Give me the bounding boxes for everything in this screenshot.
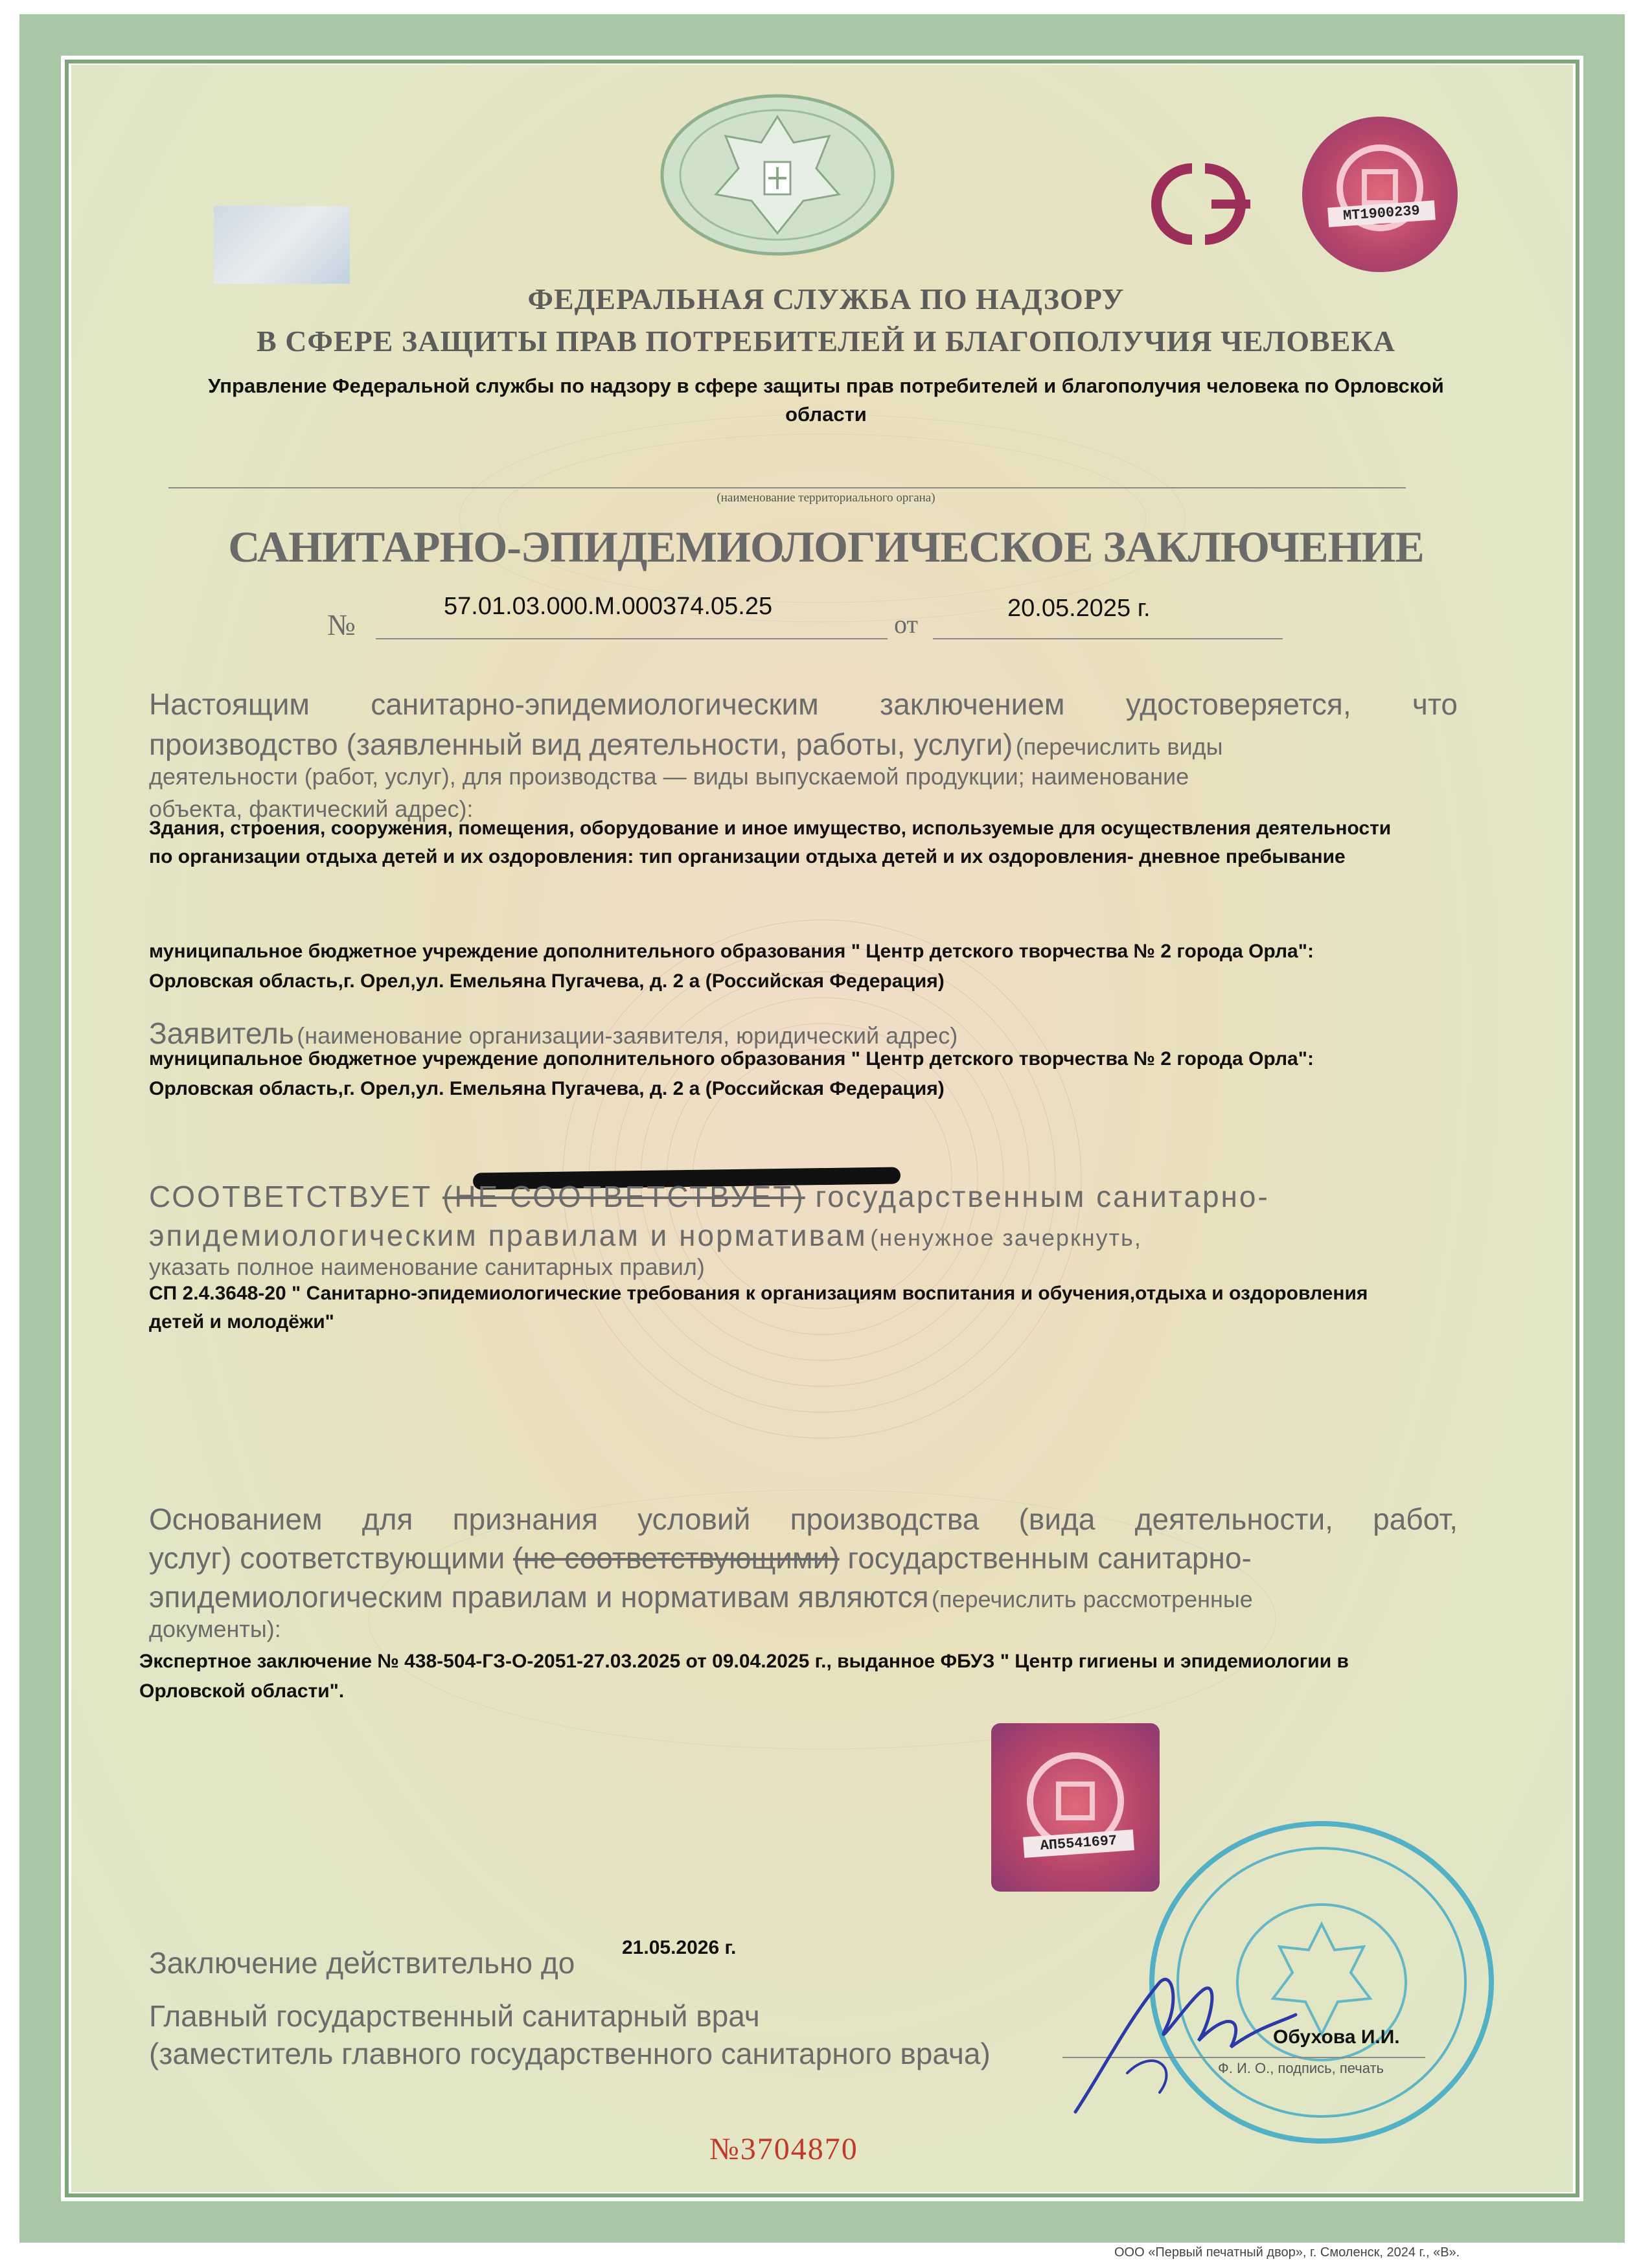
hologram-sticker-bottom <box>991 1723 1160 1892</box>
territorial-body-line-2: области <box>785 403 867 426</box>
basis-main: эпидемиологическим правилам и нормативам являются <box>149 1580 929 1614</box>
agency-line-1: ФЕДЕРАЛЬНАЯ СЛУЖБА ПО НАДЗОРУ <box>527 282 1125 315</box>
certification-sign-icon <box>1134 155 1263 253</box>
basis-value-line-2: Орловской области". <box>139 1680 345 1702</box>
basis-value-line-1: Экспертное заключение № 438-504-ГЗ-О-2051-27.03.2025 от 09.04.2025 г., выданное ФБУЗ " Центр гигиены и эпидемиологии в <box>139 1651 1349 1672</box>
activity-intro-main: производство (заявленный вид деятельности, работы, услуги) <box>149 727 1013 761</box>
territorial-body-underline <box>168 487 1406 488</box>
basis-not-corresponding: (не соответствующими) <box>513 1541 840 1575</box>
object-address-line-1: муниципальное бюджетное учреждение дополнительного образования " Центр детского творчества № 2 города Орла": <box>149 941 1314 962</box>
applicant-line-1: муниципальное бюджетное учреждение дополнительного образования " Центр детского творчества № 2 города Орла": <box>149 1048 1314 1070</box>
agency-line-2: В СФЕРЕ ЗАЩИТЫ ПРАВ ПОТРЕБИТЕЛЕЙ И БЛАГОПОЛУЧИЯ ЧЕЛОВЕКА <box>257 325 1395 358</box>
hologram-strip <box>214 206 350 284</box>
number-underline <box>376 638 888 639</box>
basis-corresponding: услуг) соответствующими <box>149 1541 505 1575</box>
compliance-not-complies: (НЕ СООТВЕТСТВУЕТ) <box>442 1180 805 1213</box>
compliance-hint: (ненужное зачеркнуть, <box>870 1224 1142 1251</box>
object-address-line-2: Орловская область,г. Орел,ул. Емельяна Пугачева, д. 2 а (Российская Федерация) <box>149 970 945 992</box>
activity-value-line-1: Здания, строения, сооружения, помещения, оборудование и иное имущество, используемые для осуществления деятельности <box>149 818 1392 839</box>
hologram-bottom-code: АП5541697 <box>1023 1829 1134 1858</box>
basis-hint: (перечислить рассмотренные <box>931 1586 1253 1612</box>
applicant-label-main: Заявитель <box>149 1016 294 1050</box>
document-title: САНИТАРНО-ЭПИДЕМИОЛОГИЧЕСКОЕ ЗАКЛЮЧЕНИЕ <box>228 522 1424 571</box>
signatory-caption: Ф. И. О., подпись, печать <box>1218 2060 1384 2076</box>
signatory-name: Обухова И.И. <box>1273 2026 1400 2048</box>
applicant-label <box>149 1016 1458 1051</box>
basis-line-1: Основанием для признания условий производства (вида деятельности, работ, <box>149 1502 1458 1536</box>
date-label: от <box>894 610 918 639</box>
territorial-body-line-1: Управление Федеральной службы по надзору в сфере защиты прав потребителей и благополучия человека по Орловской <box>208 374 1444 397</box>
compliance-line-2 <box>149 1218 1464 1253</box>
basis-line-4: документы): <box>149 1616 281 1642</box>
hologram-emblem-icon <box>1302 117 1458 272</box>
number-label: № <box>327 608 356 641</box>
activity-intro-line-1: Настоящим санитарно-эпидемиологическим заключением удостоверяется, что <box>149 687 1458 721</box>
compliance-state-rules: государственным санитарно- <box>815 1180 1270 1213</box>
activity-intro-line-2 <box>149 727 1458 762</box>
printer-info: ООО «Первый печатный двор», г. Смоленск, 2024 г., «В». <box>1114 2245 1460 2260</box>
rules-line-1: СП 2.4.3648-20 " Санитарно-эпидемиологические требования к организациям воспитания и обучения,отдыха и оздоровления <box>149 1283 1368 1304</box>
rules-line-2: детей и молодёжи" <box>149 1311 334 1333</box>
hologram-bottom-emblem-icon <box>991 1723 1160 1892</box>
activity-intro-line-3: деятельности (работ, услуг), для производства — виды выпускаемой продукции; наименование <box>149 763 1189 790</box>
hologram-top-code: МТ1900239 <box>1327 200 1436 227</box>
document-date: 20.05.2025 г. <box>1007 595 1151 622</box>
applicant-line-2: Орловская область,г. Орел,ул. Емельяна Пугачева, д. 2 а (Российская Федерация) <box>149 1078 945 1099</box>
basis-line-3 <box>149 1579 1458 1614</box>
signatory-title-line-2: (заместитель главного государственного санитарного врача) <box>149 2037 991 2070</box>
basis-state-rules: государственным санитарно- <box>847 1541 1252 1575</box>
activity-intro-line-4: объекта, фактический адрес): <box>149 796 474 822</box>
applicant-label-hint: (наименование организации-заявителя, юридический адрес) <box>297 1022 958 1049</box>
compliance-line-1 <box>149 1179 1464 1214</box>
basis-line-2 <box>149 1541 1458 1575</box>
form-number: №3704870 <box>709 2132 858 2166</box>
validity-date: 21.05.2026 г. <box>622 1937 737 1958</box>
date-underline <box>933 638 1283 639</box>
signatory-title-line-1: Главный государственный санитарный врач <box>149 1999 760 2033</box>
compliance-complies: СООТВЕТСТВУЕТ <box>149 1180 433 1213</box>
compliance-main: эпидемиологическим правилам и нормативам <box>149 1219 867 1252</box>
activity-intro-hint: (перечислить виды <box>1015 733 1223 760</box>
validity-label: Заключение действительно до <box>149 1946 575 1980</box>
activity-value-line-2: по организации отдыха детей и их оздоровления: тип организации отдыха детей и их оздоровления- дневное пребывание <box>149 846 1346 867</box>
compliance-line-3: указать полное наименование санитарных правил) <box>149 1254 705 1280</box>
handwritten-signature <box>1050 1943 1322 2138</box>
territorial-body-caption: (наименование территориального органа) <box>717 491 935 505</box>
hologram-sticker-top <box>1302 117 1458 272</box>
coat-of-arms-emblem <box>654 91 901 259</box>
document-number: 57.01.03.000.М.000374.05.25 <box>444 593 773 620</box>
